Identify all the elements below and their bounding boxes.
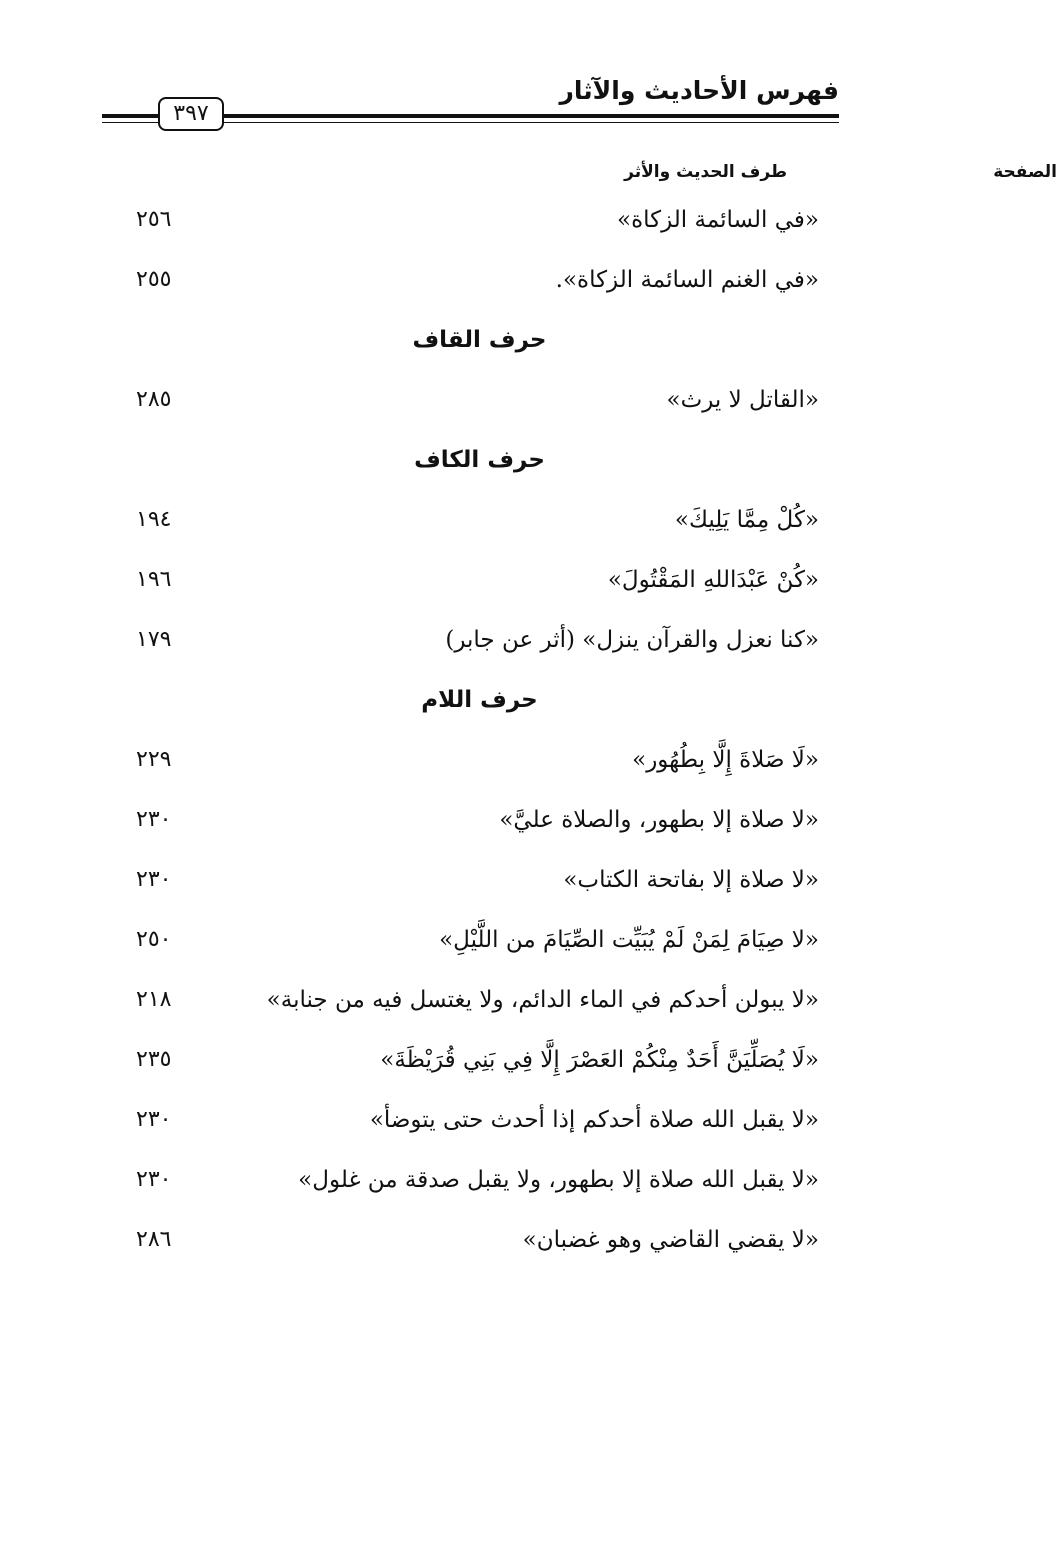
entry-text: «لا يبولن أحدكم في الماء الدائم، ولا يغتسل فيه من جنابة» [266, 987, 819, 1013]
entry-page-number: ٢٣٠ [136, 1107, 172, 1132]
section-heading-lam: حرف اللام [421, 687, 538, 713]
entry-text: «كُنْ عَبْدَاللهِ المَقْتُولَ» [607, 567, 819, 593]
index-entry [100, 1100, 819, 1140]
index-entry [100, 500, 819, 540]
index-entry [100, 980, 819, 1020]
entry-page-number: ١٩٦ [136, 567, 172, 592]
column-heading-hadith: طرف الحديث والأثر [624, 162, 787, 182]
entry-page-number: ٢٥٠ [136, 927, 172, 952]
index-entry [100, 380, 819, 420]
entry-page-number: ٢١٨ [136, 987, 172, 1012]
running-title: فهرس الأحاديث والآثار [559, 76, 839, 105]
index-entry [100, 1160, 819, 1200]
entry-page-number: ١٩٤ [136, 507, 172, 532]
entry-page-number: ١٧٩ [136, 627, 172, 652]
entry-page-number: ٢٥٥ [136, 267, 172, 292]
index-entry [100, 920, 819, 960]
index-entry [100, 620, 819, 660]
entry-text: «لا يقضي القاضي وهو غضبان» [522, 1227, 819, 1253]
index-entry [100, 740, 819, 780]
entry-text: «كنا نعزل والقرآن ينزل» (أثر عن جابر) [445, 627, 819, 653]
entry-text: «في السائمة الزكاة» [617, 207, 819, 233]
section-heading-kaf: حرف الكاف [414, 447, 545, 473]
entry-page-number: ٢٣٠ [136, 807, 172, 832]
index-entry [100, 1220, 819, 1260]
entry-page-number: ٢٨٦ [136, 1227, 172, 1252]
entry-text: «لا صلاة إلا بفاتحة الكتاب» [563, 867, 819, 893]
entry-text: «لا صِيَامَ لِمَنْ لَمْ يُبَيِّت الصِّيَامَ من اللَّيْلِ» [439, 927, 819, 953]
page-number: ٣٩٧ [158, 97, 224, 131]
column-heading-page: الصفحة [993, 162, 1057, 182]
entry-page-number: ٢٢٩ [136, 747, 172, 772]
entry-page-number: ٢٨٥ [136, 387, 172, 412]
index-entry [100, 860, 819, 900]
entry-text: «في الغنم السائمة الزكاة». [555, 267, 819, 293]
entry-text: «لا يقبل الله صلاة أحدكم إذا أحدث حتى يتوضأ» [369, 1107, 819, 1133]
entry-text: «كُلْ مِمَّا يَلِيكَ» [674, 507, 819, 533]
entry-text: «لَا يُصَلِّيَنَّ أَحَدٌ مِنْكُمْ العَصْرَ إِلَّا فِي بَنِي قُرَيْظَةَ» [380, 1047, 819, 1073]
entry-text: «القاتل لا يرث» [666, 387, 819, 413]
entry-page-number: ٢٣٠ [136, 867, 172, 892]
index-entry [100, 260, 819, 300]
index-entry [100, 560, 819, 600]
entry-text: «لا يقبل الله صلاة إلا بطهور، ولا يقبل صدقة من غلول» [298, 1167, 819, 1193]
index-entry [100, 800, 819, 840]
entry-text: «لا صلاة إلا بطهور، والصلاة عليَّ» [499, 807, 819, 833]
entry-page-number: ٢٥٦ [136, 207, 172, 232]
entry-text: «لَا صَلاةَ إِلَّا بِطُهُور» [632, 747, 819, 773]
index-entry [100, 200, 819, 240]
section-heading-qaf: حرف القاف [412, 327, 547, 353]
entry-page-number: ٢٣٠ [136, 1167, 172, 1192]
entry-page-number: ٢٣٥ [136, 1047, 172, 1072]
index-entry [100, 1040, 819, 1080]
